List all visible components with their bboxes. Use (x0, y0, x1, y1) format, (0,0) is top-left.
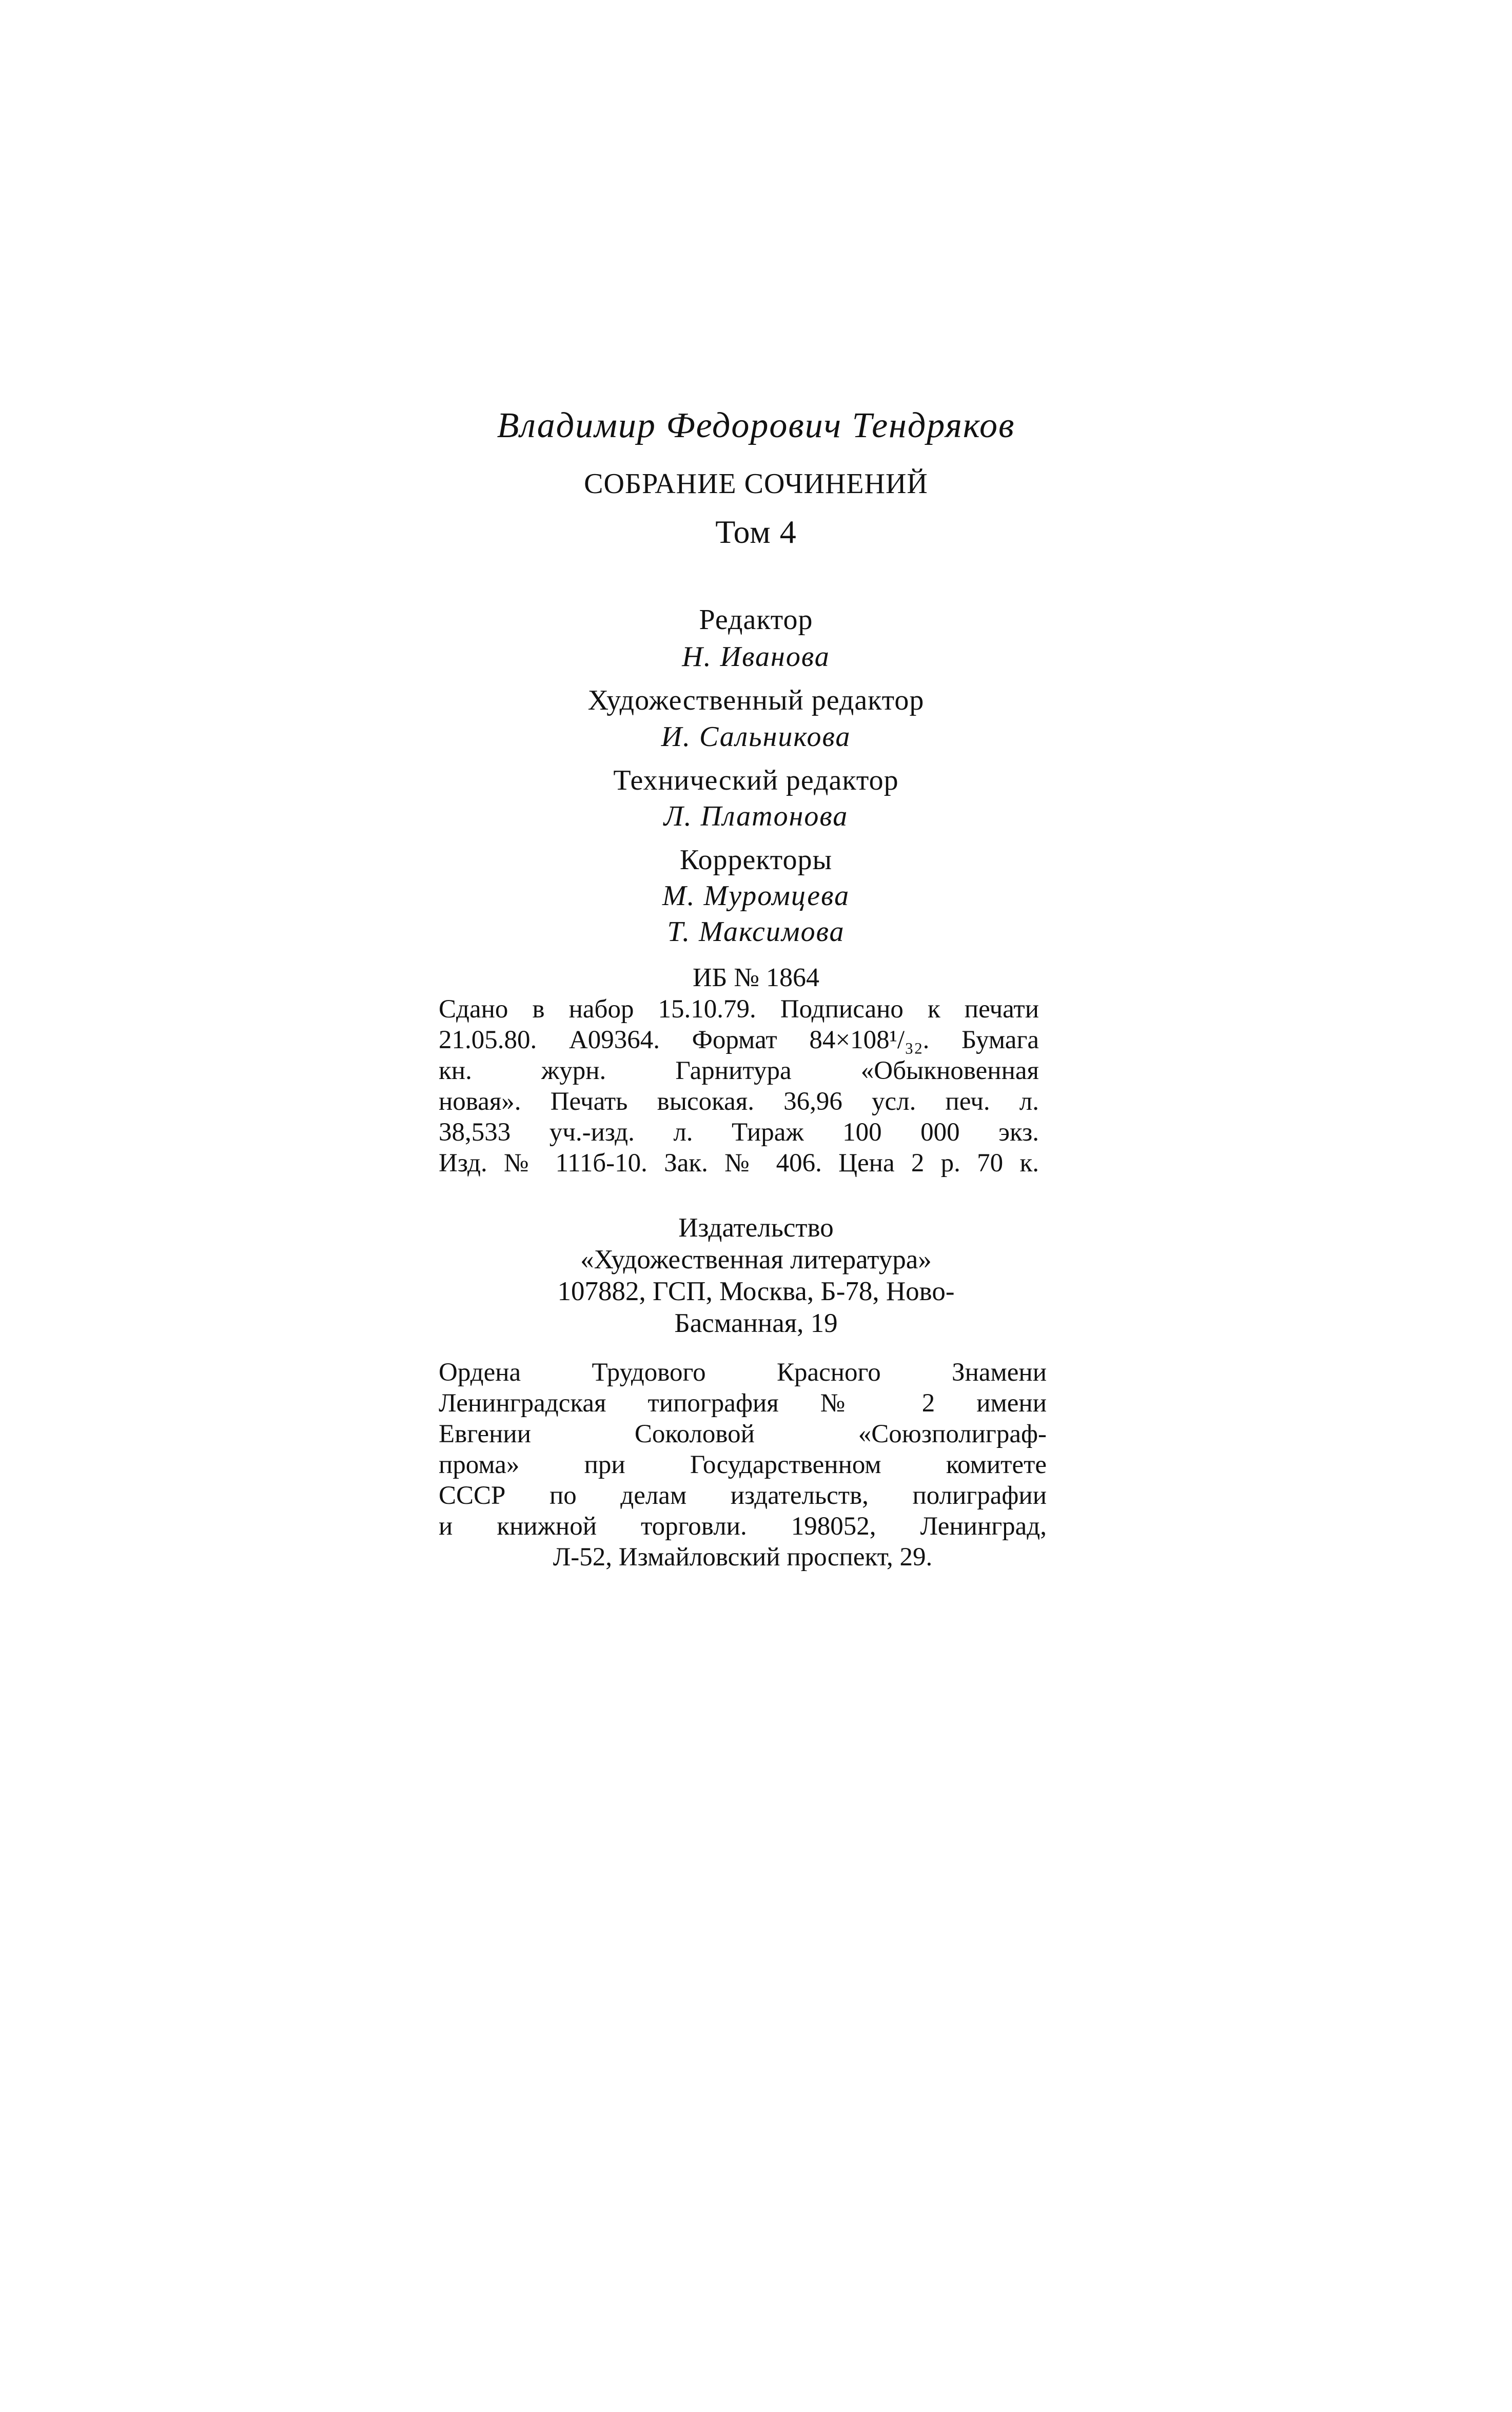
credit-role-art-editor: Художественный редактор (587, 684, 925, 716)
print-details-line: Изд. № 111б-10. Зак. № 406. Цена 2 р. 70 к. (439, 1149, 1039, 1178)
printer-line: Ленинградская типография № 2 имени (439, 1389, 1047, 1418)
collection-title: СОБРАНИЕ СОЧИНЕНИЙ (584, 468, 928, 500)
credit-name-proofreader-2: Т. Максимова (667, 916, 845, 948)
printer-line: Ордена Трудового Красного Знамени (439, 1358, 1047, 1387)
credit-name-editor: Н. Иванова (682, 641, 830, 673)
volume-number: Том 4 (715, 514, 797, 550)
printer-line: прома» при Государственном комитете (439, 1450, 1047, 1479)
publisher-line: Басманная, 19 (674, 1308, 838, 1338)
printer-block (439, 1357, 1047, 1573)
printer-line: Л-52, Измайловский проспект, 29. (553, 1543, 933, 1572)
credit-role-editor: Редактор (699, 604, 813, 636)
printer-line: СССР по делам издательств, полиграфии (439, 1481, 1047, 1510)
print-details-line: Сдано в набор 15.10.79. Подписано к печати (439, 995, 1039, 1024)
author-name: Владимир Федорович Тендряков (497, 406, 1015, 445)
publisher-block (0, 1212, 1512, 1339)
credit-name-tech-editor: Л. Платонова (663, 800, 849, 832)
credit-name-proofreader-1: М. Муромцева (662, 880, 850, 912)
credit-name-art-editor: И. Сальникова (661, 721, 851, 753)
ib-number: ИБ № 1864 (692, 963, 820, 992)
publisher-line: Издательство (678, 1213, 834, 1243)
publisher-line: 107882, ГСП, Москва, Б-78, Ново- (557, 1277, 955, 1306)
printer-line: и книжной торговли. 198052, Ленинград, (439, 1512, 1047, 1541)
publisher-line: «Художественная литература» (580, 1245, 932, 1274)
print-details-line: новая». Печать высокая. 36,96 усл. печ. л. (439, 1087, 1039, 1116)
credit-role-tech-editor: Технический редактор (613, 764, 899, 796)
print-details-line: 38,533 уч.-изд. л. Тираж 100 000 экз. (439, 1118, 1039, 1147)
print-details-line: кн. журн. Гарнитура «Обыкновенная (439, 1056, 1039, 1085)
credit-role-proofreaders: Корректоры (679, 844, 833, 876)
printer-line: Евгении Соколовой «Союзполиграф- (439, 1420, 1047, 1448)
print-details-line: 21.05.80. А09364. Формат 84×108¹/₃₂. Бумага (439, 1026, 1039, 1054)
print-details (439, 994, 1039, 1179)
